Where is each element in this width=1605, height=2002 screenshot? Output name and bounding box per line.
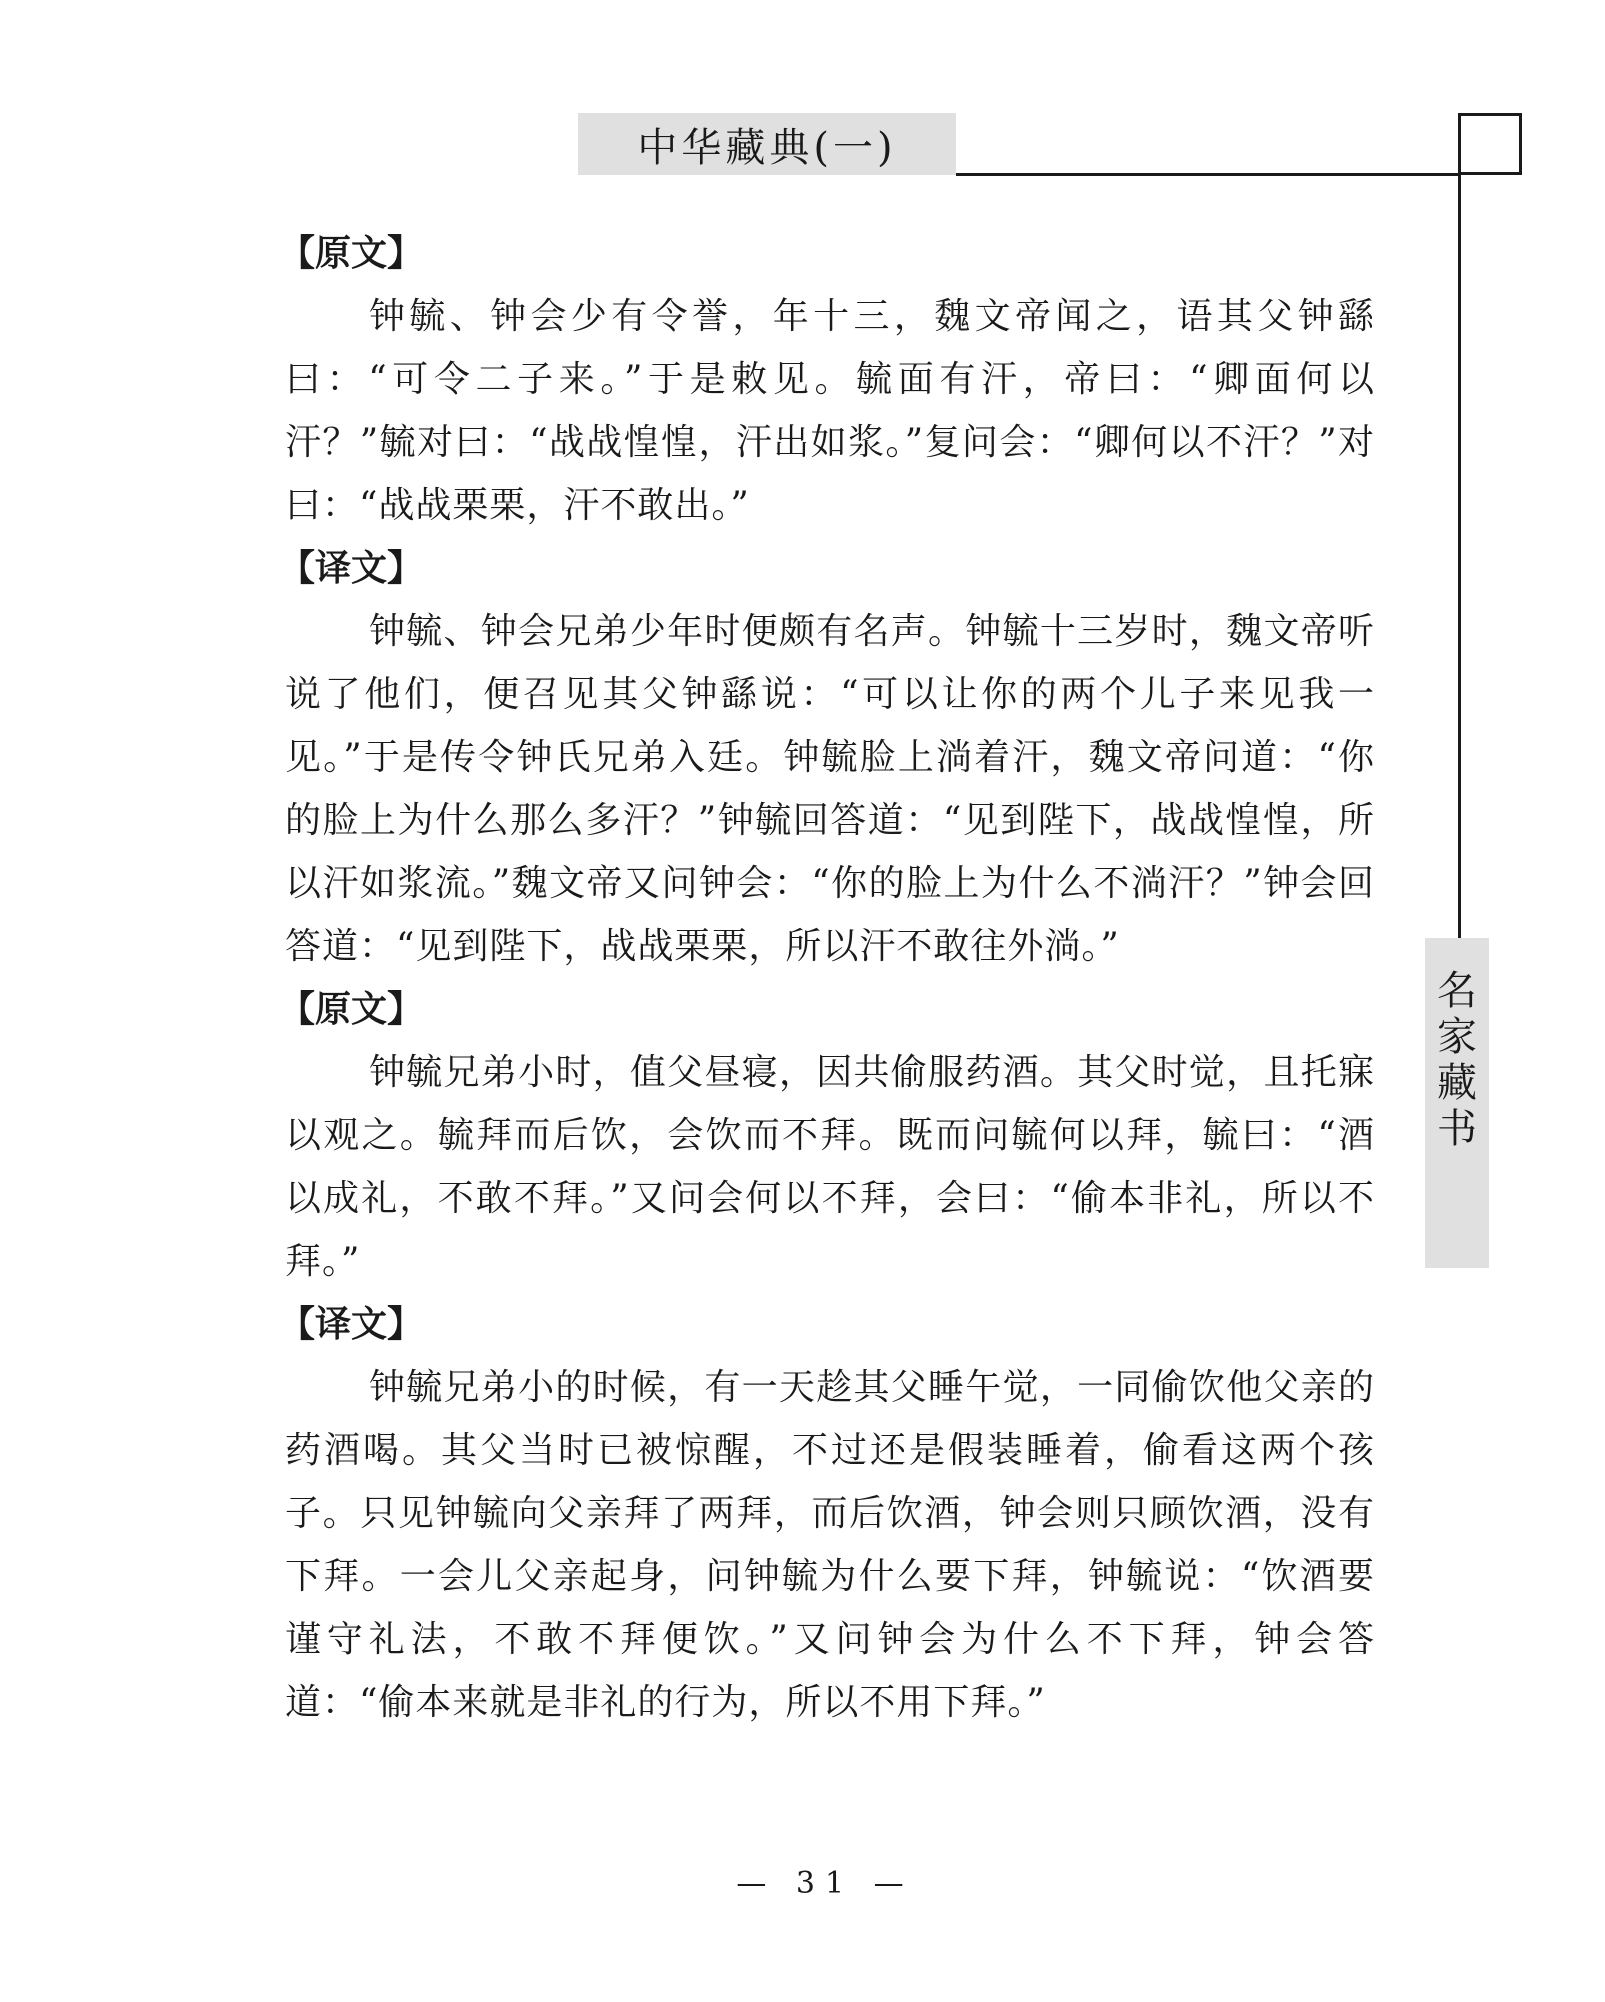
section-label: 【译文】 [279,1304,424,1345]
side-tab-char: 家 [1437,1014,1477,1060]
side-tab [1425,938,1489,1268]
section-text: 钟毓兄弟小的时候，有一天趁其父睡午觉，一同偷饮他父亲的药酒喝。其父当时已被惊醒，不过还是假装睡着，偷看这两个孩子。只见钟毓向父亲拜了两拜，而后饮酒，钟会则只顾饮酒，没有下拜。一会儿父亲起身，问钟毓为什么要下拜，钟毓说：“饮酒要谨守礼法，不敢不拜便饮。”又问钟会为什么不下拜，钟会答道：“偷本来就是非礼的行为，所以不用下拜。” [285,1367,1375,1723]
side-tab-char: 藏 [1437,1060,1477,1106]
page-number: — 31 — [736,1866,914,1901]
corner-square [1458,113,1522,175]
section-label: 【原文】 [279,233,424,274]
page-body [279,222,1375,1734]
running-header [578,113,956,175]
section-label: 【译文】 [279,548,424,589]
header-rule [956,173,1458,176]
section-text: 钟毓、钟会少有令誉，年十三，魏文帝闻之，语其父钟繇曰：“可令二子来。”于是敕见。毓面有汗，帝曰：“卿面何以汗？”毓对曰：“战战惶惶，汗出如浆。”复问会：“卿何以不汗？”对曰：“战战栗栗，汗不敢出。” [285,296,1375,526]
section-text: 钟毓兄弟小时，值父昼寝，因共偷服药酒。其父时觉，且托寐以观之。毓拜而后饮，会饮而不拜。既而问毓何以拜，毓曰：“酒以成礼，不敢不拜。”又问会何以不拜，会曰：“偷本非礼，所以不拜。” [285,1052,1375,1282]
side-tab-char: 书 [1437,1106,1477,1152]
margin-rule [1458,113,1461,938]
section-label: 【原文】 [279,989,424,1030]
section-text: 钟毓、钟会兄弟少年时便颇有名声。钟毓十三岁时，魏文帝听说了他们，便召见其父钟繇说：“可以让你的两个儿子来见我一见。”于是传令钟氏兄弟入廷。钟毓脸上淌着汗，魏文帝问道：“你的脸上为什么那么多汗？”钟毓回答道：“见到陛下，战战惶惶，所以汗如浆流。”魏文帝又问钟会：“你的脸上为什么不淌汗？”钟会回答道：“见到陛下，战战栗栗，所以汗不敢往外淌。” [285,611,1375,967]
running-header-title: 中华藏典(一) [637,124,897,171]
side-tab-char: 名 [1437,968,1477,1014]
